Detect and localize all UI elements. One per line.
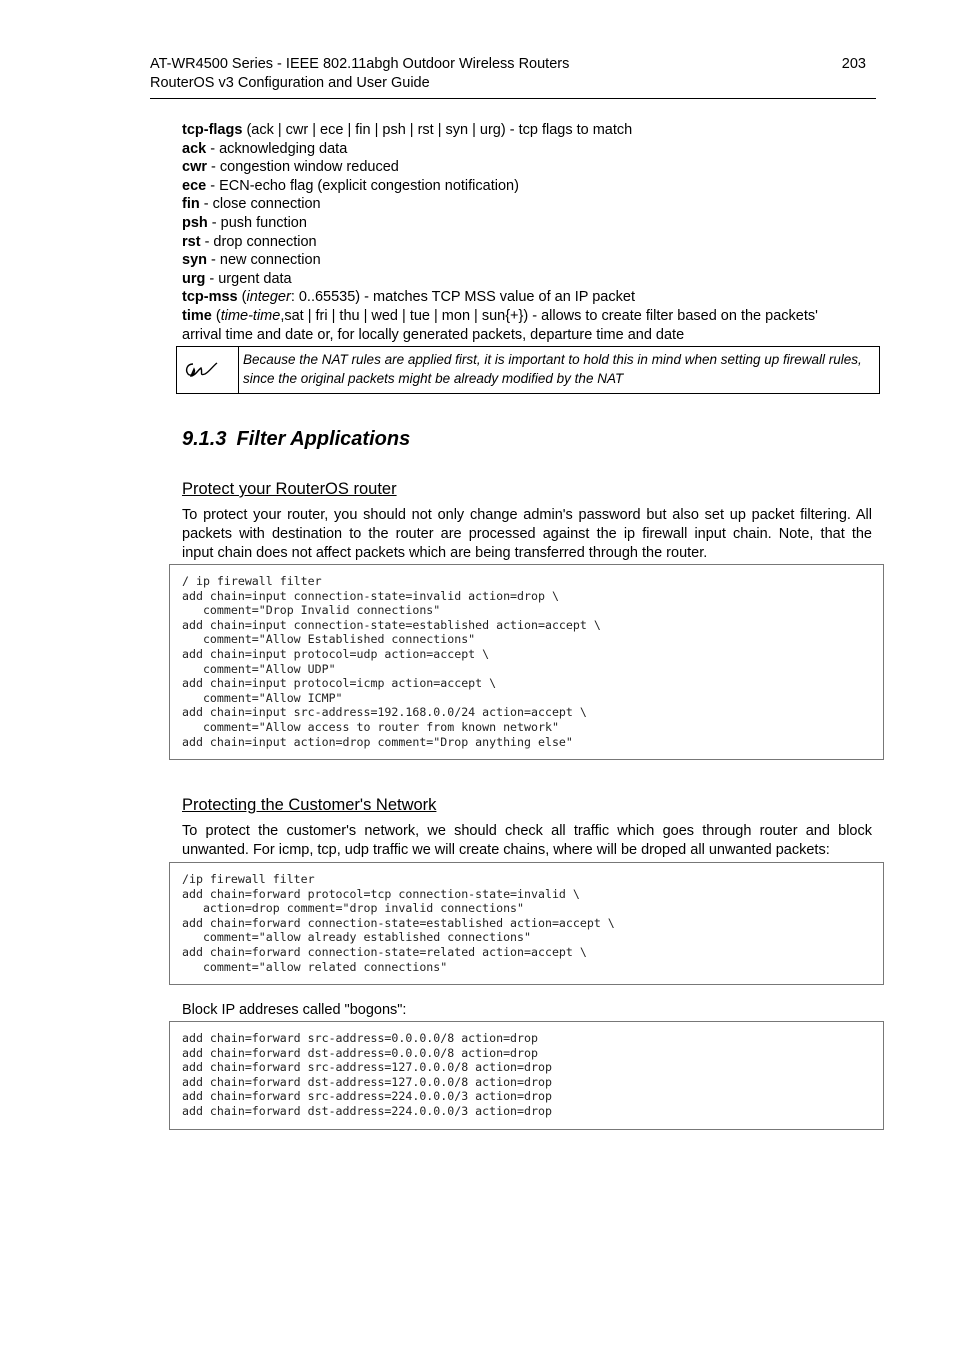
bogons-label: Block IP addreses called "bogons":	[182, 1002, 407, 1018]
code-line: add chain=input action=drop comment="Drop anything else"	[182, 734, 573, 749]
code-line: add chain=forward dst-address=0.0.0.0/8 action=drop	[182, 1045, 538, 1060]
code-line: comment="Allow Established connections"	[182, 632, 476, 647]
definition-time: time (time-time,sat | fri | thu | wed | tue | mon | sun{+}) - allows to create filter based on the packets'	[182, 307, 818, 324]
page-number: 203	[841, 56, 866, 72]
code-line: /ip firewall filter	[182, 872, 315, 886]
code-line: add chain=forward protocol=tcp connection-state=invalid \	[182, 886, 580, 901]
code-line: add chain=forward src-address=224.0.0.0/3 action=drop	[182, 1089, 552, 1104]
definition-tcp-mss: tcp-mss (integer: 0..65535) - matches TCP MSS value of an IP packet	[182, 289, 635, 306]
note-pen-icon	[183, 360, 219, 380]
code-line: add chain=forward dst-address=224.0.0.0/3 action=drop	[182, 1104, 552, 1118]
code-line: add chain=input connection-state=established action=accept \	[182, 617, 601, 632]
code-line: add chain=forward connection-state=established action=accept \	[182, 915, 615, 930]
definition-urg: urg - urgent data	[182, 270, 292, 287]
code-block-forward-chain	[169, 862, 884, 985]
definition-rst: rst - drop connection	[182, 233, 317, 250]
code-line: comment="Drop Invalid connections"	[182, 603, 441, 618]
definition-psh: psh - push function	[182, 214, 307, 231]
code-line: add chain=forward src-address=127.0.0.0/8 action=drop	[182, 1060, 552, 1075]
header-title-line2: RouterOS v3 Configuration and User Guide	[150, 75, 430, 91]
heading-protect-customer: Protecting the Customer's Network	[182, 796, 437, 814]
paragraph-protect-router: To protect your router, you should not only change admin's password but also set up packet filtering. All packets with destination to the router are processed against the ip firewall input chain. Note, that the input chain does not affect packets which are being transferred through the router.	[182, 507, 872, 561]
code-line: comment="allow related connections"	[182, 959, 448, 974]
heading-protect-router: Protect your RouterOS router	[182, 480, 397, 498]
code-line: add chain=input connection-state=invalid action=drop \	[182, 588, 559, 603]
page-header	[150, 55, 876, 99]
code-line: action=drop comment="drop invalid connections"	[182, 901, 525, 916]
code-line: comment="Allow ICMP"	[182, 690, 343, 705]
code-line: add chain=input protocol=icmp action=accept \	[182, 676, 497, 691]
code-line: add chain=forward src-address=0.0.0.0/8 action=drop	[182, 1031, 538, 1045]
definition-syn: syn - new connection	[182, 252, 321, 269]
code-line: add chain=forward connection-state=related action=accept \	[182, 945, 587, 959]
definition-ece: ece - ECN-echo flag (explicit congestion notification)	[182, 177, 519, 194]
note-icon-cell	[177, 347, 239, 393]
definition-tcp-flags: tcp-flags (ack | cwr | ece | fin | psh | rst | syn | urg) - tcp flags to match	[182, 122, 633, 138]
definition-time-continued: arrival time and date or, for locally generated packets, departure time and date	[182, 326, 685, 343]
definition-list	[182, 121, 873, 344]
code-line: add chain=forward dst-address=127.0.0.0/8 action=drop	[182, 1074, 552, 1089]
section-title: 9.1.3 Filter Applications	[182, 428, 411, 450]
definition-ack: ack - acknowledging data	[182, 140, 348, 157]
code-line: comment="allow already established connections"	[182, 930, 532, 945]
code-line: comment="Allow UDP"	[182, 661, 336, 676]
paragraph-protect-customer: To protect the customer's network, we should check all traffic which goes through router and block unwanted. For icmp, tcp, udp traffic we will create chains, where will be droped all unwanted packets:	[182, 823, 872, 858]
code-line: / ip firewall filter	[182, 574, 322, 588]
note-text: Because the NAT rules are applied first, it is important to hold this in mind when setting up firewall rules, since the original packets might be already modified by the NAT	[243, 352, 862, 386]
note-box	[176, 346, 880, 394]
definition-cwr: cwr - congestion window reduced	[182, 159, 399, 176]
header-title-line1: AT-WR4500 Series - IEEE 802.11abgh Outdoor Wireless Routers	[150, 56, 570, 72]
code-block-bogons	[169, 1021, 884, 1130]
code-line: comment="Allow access to router from known network"	[182, 720, 559, 734]
definition-fin: fin - close connection	[182, 196, 321, 213]
code-line: add chain=input src-address=192.168.0.0/24 action=accept \	[182, 705, 587, 720]
code-line: add chain=input protocol=udp action=accept \	[182, 647, 490, 661]
code-block-input-chain	[169, 564, 884, 760]
